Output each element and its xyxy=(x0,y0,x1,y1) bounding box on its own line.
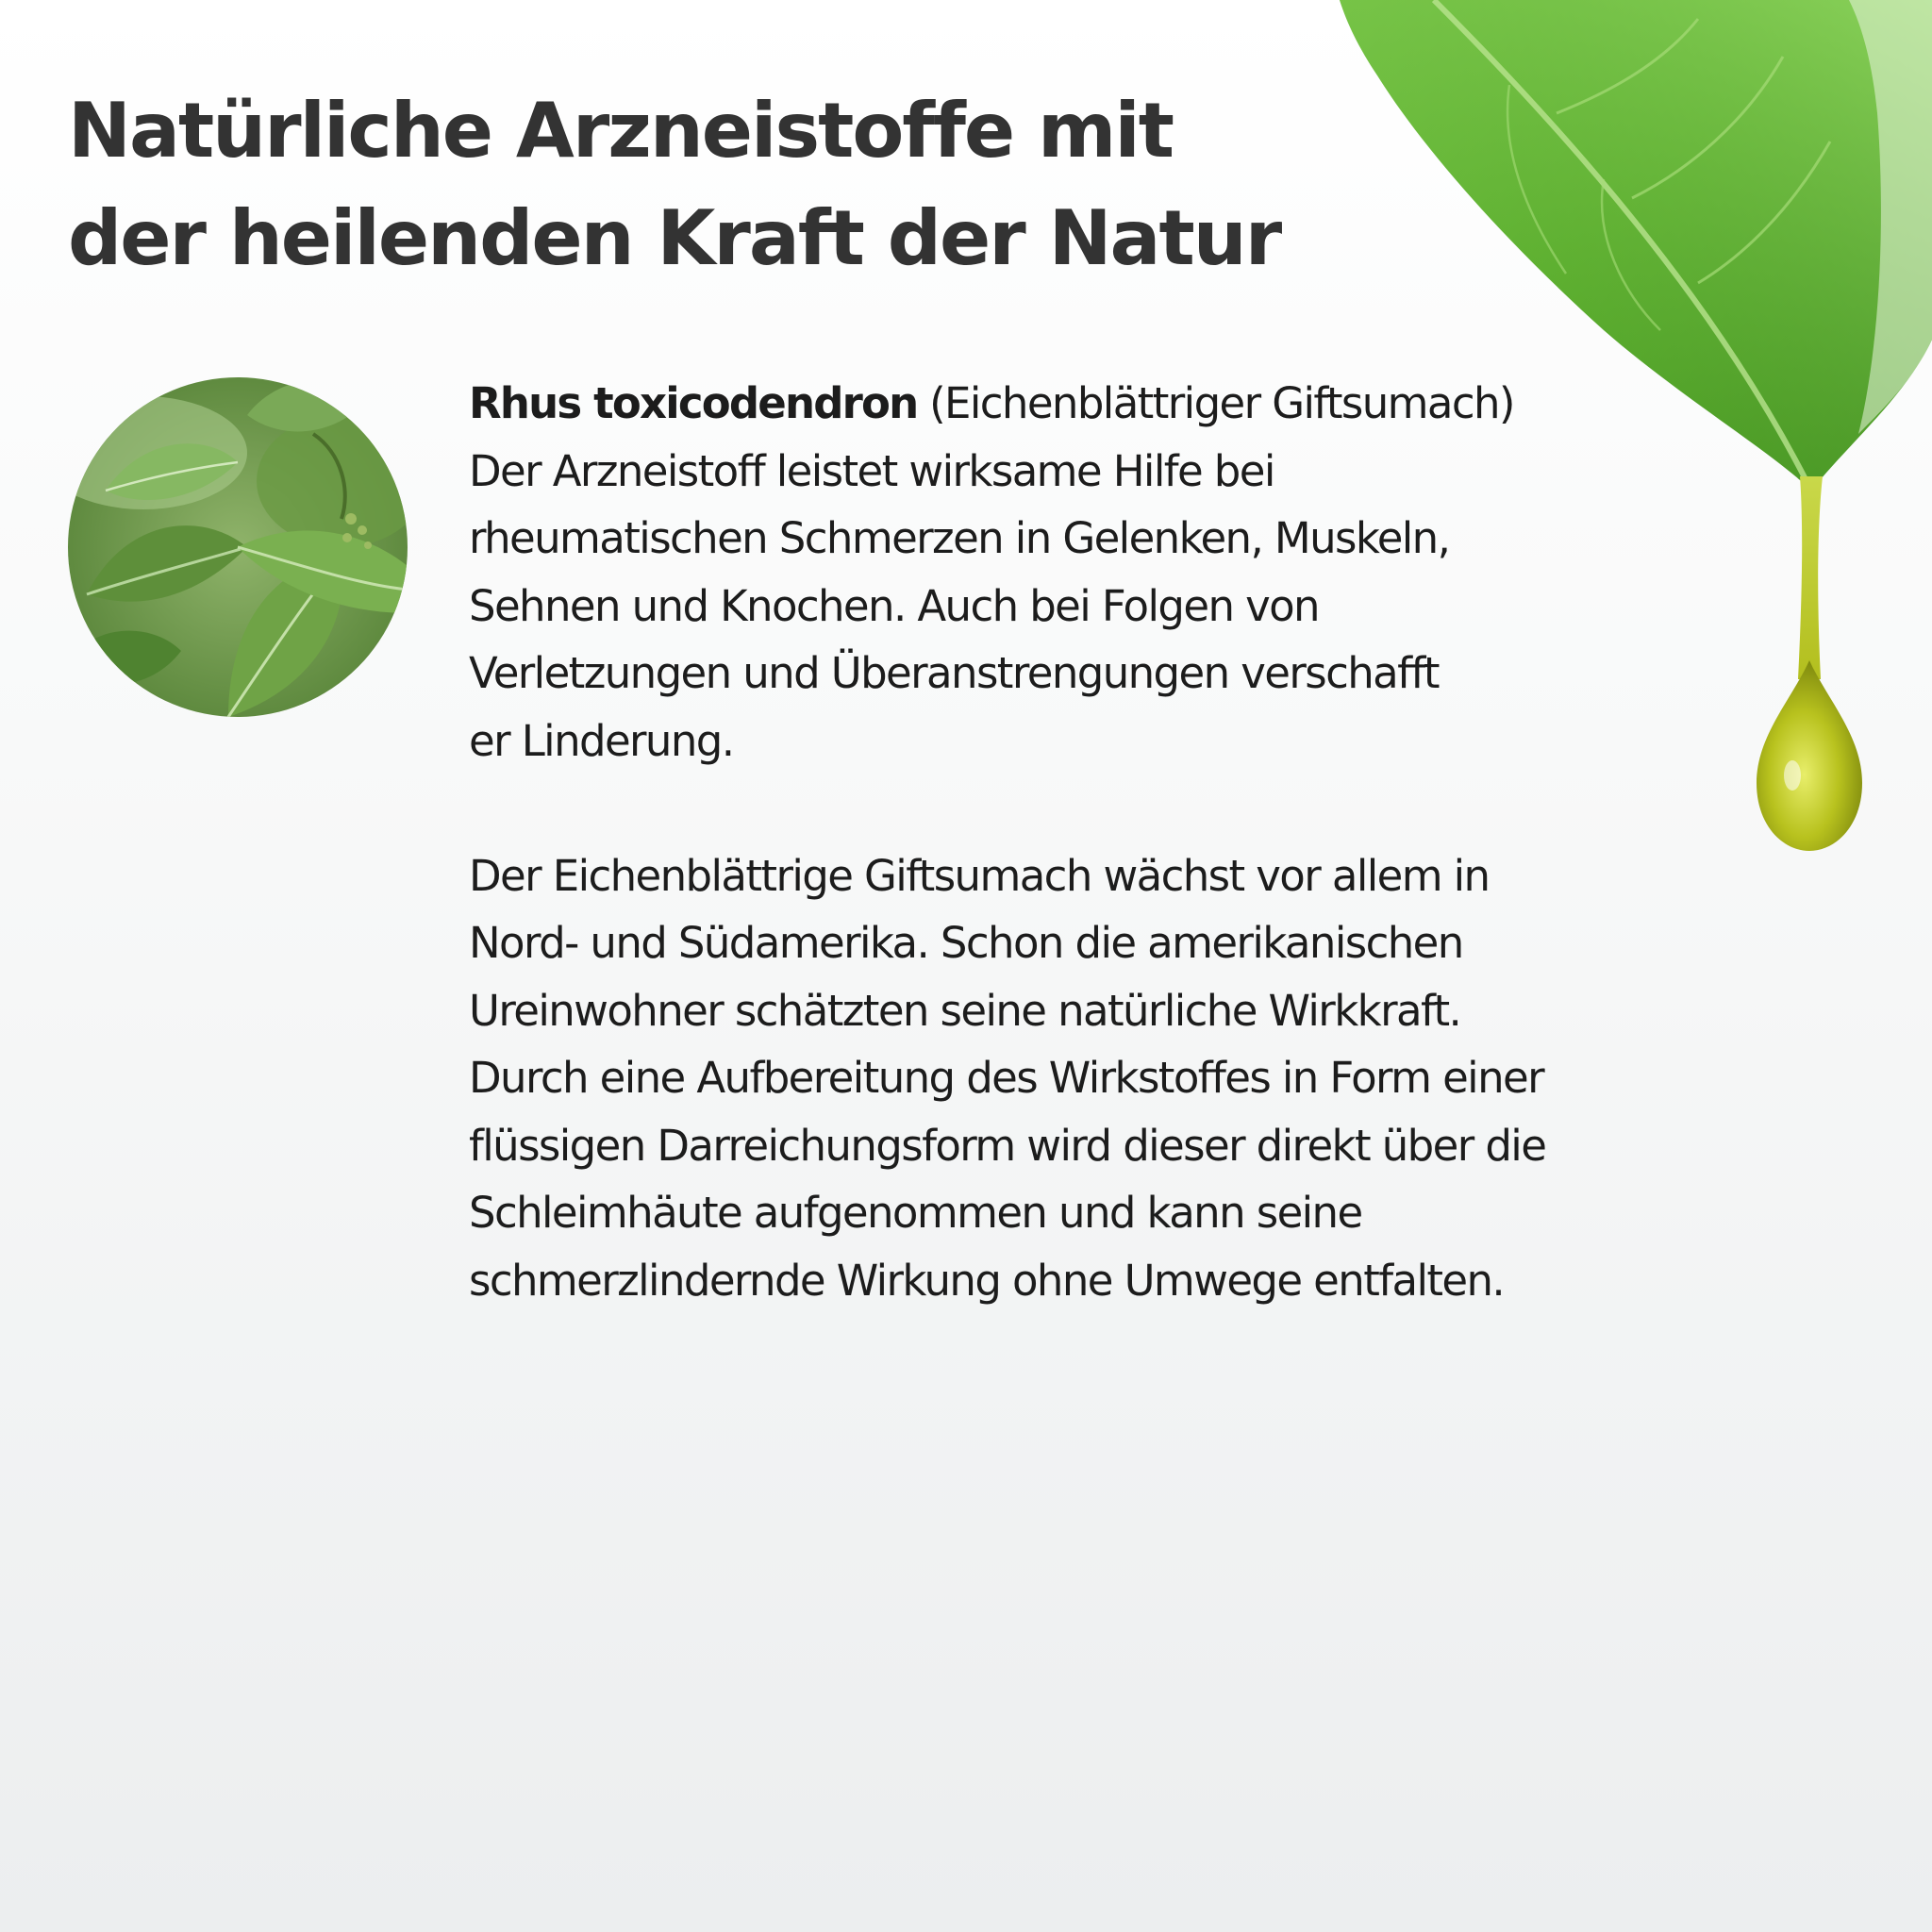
intro-line: er Linderung. xyxy=(469,715,734,766)
intro-heading-line xyxy=(469,370,1714,438)
headline-line-1: Natürliche Arzneistoffe mit xyxy=(68,87,1174,175)
description-line: Schleimhäute aufgenommen und kann seine xyxy=(469,1188,1362,1238)
intro-line: Der Arzneistoff leistet wirksame Hilfe bei xyxy=(469,445,1274,496)
description-line: schmerzlindernde Wirkung ohne Umwege entfalten. xyxy=(469,1255,1505,1306)
plant-photo xyxy=(68,377,408,717)
headline-line-2: der heilenden Kraft der Natur xyxy=(68,194,1281,282)
description-line: flüssigen Darreichungsform wird dieser direkt über die xyxy=(469,1120,1546,1171)
intro-line: rheumatischen Schmerzen in Gelenken, Muskeln, xyxy=(469,513,1450,563)
paragraph-spacer xyxy=(469,774,1714,842)
description-line: Ureinwohner schätzten seine natürliche Wirkkraft. xyxy=(469,985,1461,1036)
description-line: Der Eichenblättrige Giftsumach wächst vor allem in xyxy=(469,850,1490,901)
plant-common-name: (Eichenblättriger Giftsumach) xyxy=(917,378,1514,428)
plant-latin-name: Rhus toxicodendron xyxy=(469,378,918,428)
page-headline xyxy=(68,77,1294,292)
product-description xyxy=(469,370,1714,1314)
intro-line: Sehnen und Knochen. Auch bei Folgen von xyxy=(469,580,1319,631)
description-line: Nord- und Südamerika. Schon die amerikanischen xyxy=(469,918,1463,968)
description-line: Durch eine Aufbereitung des Wirkstoffes in Form einer xyxy=(469,1053,1543,1103)
intro-line: Verletzungen und Überanstrengungen verschafft xyxy=(469,648,1439,698)
